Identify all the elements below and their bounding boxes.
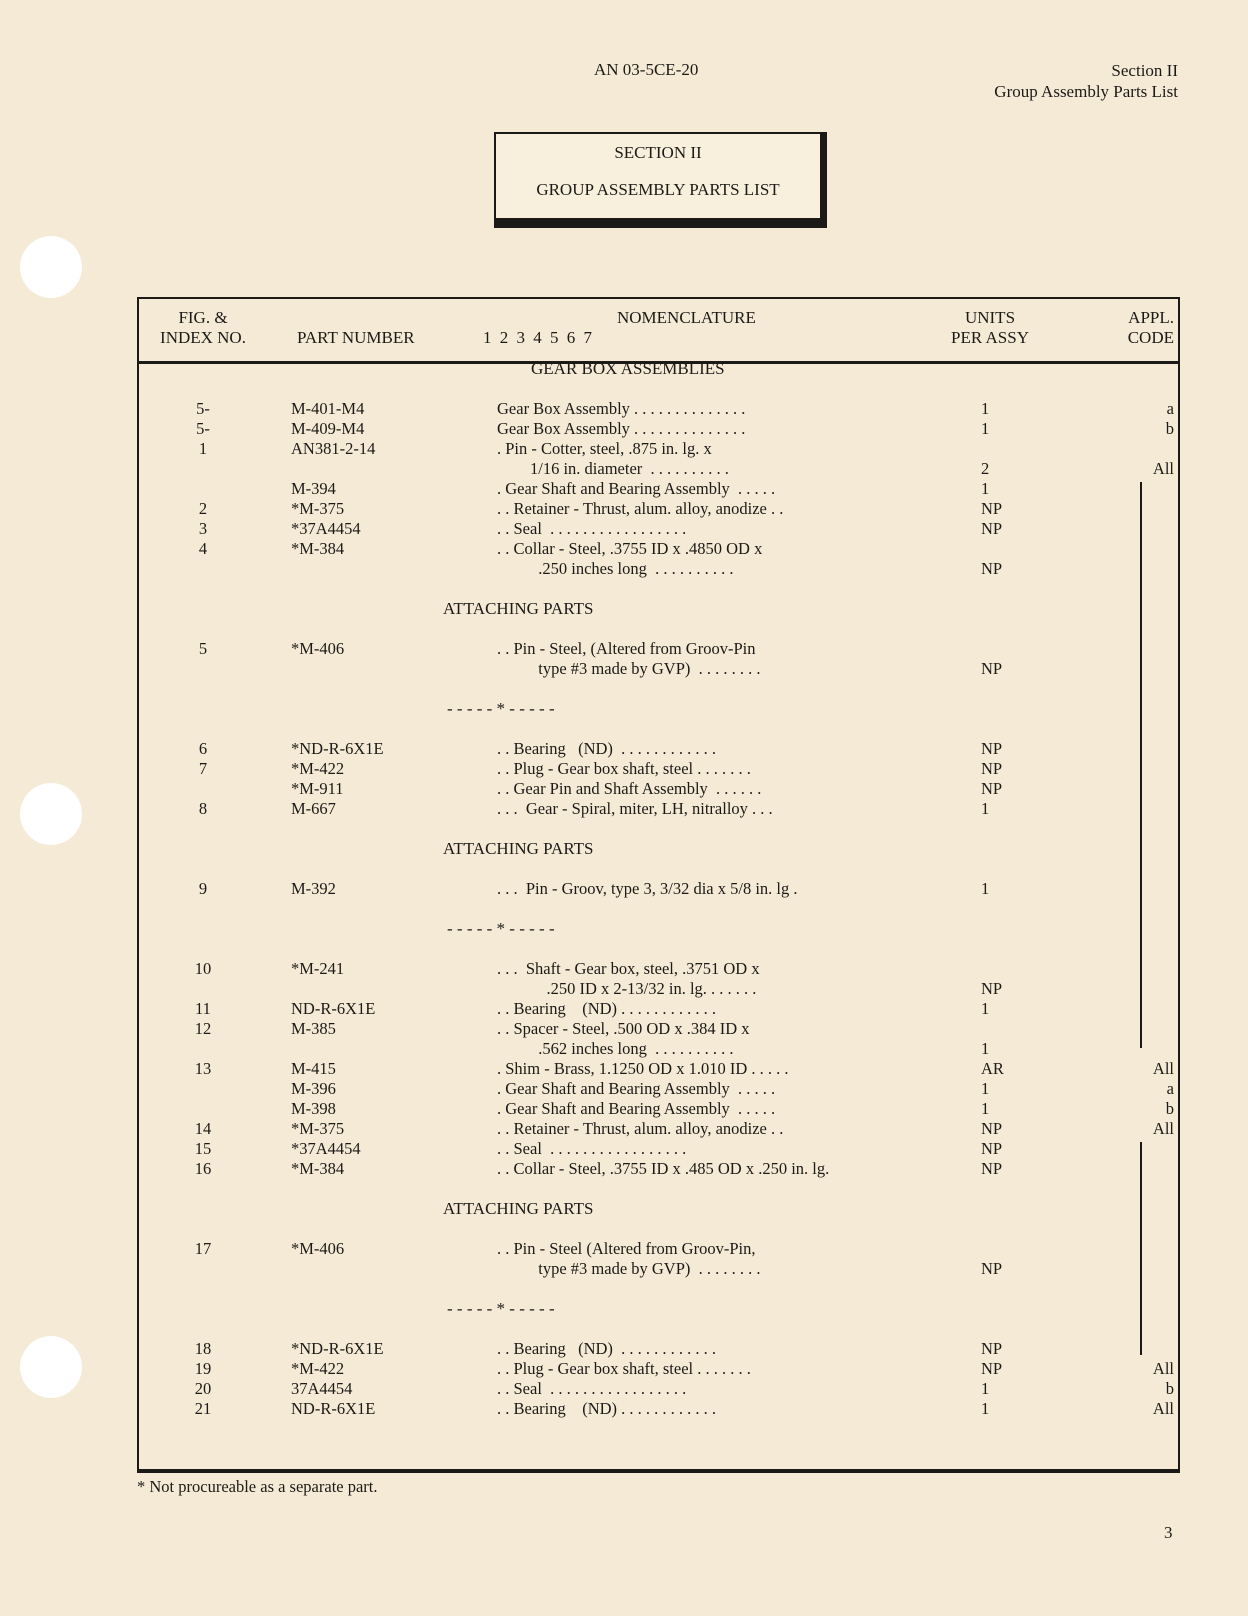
- table-row: [139, 419, 1178, 439]
- nomenclature: . . Plug - Gear box shaft, steel . . . . . . .: [497, 1359, 751, 1378]
- appl-code: All: [1152, 1399, 1174, 1418]
- units-per-assy: NP: [981, 1259, 1003, 1278]
- part-number: *ND-R-6X1E: [291, 1339, 384, 1358]
- units-per-assy: NP: [981, 559, 1003, 578]
- part-number: *ND-R-6X1E: [291, 739, 384, 758]
- table-row: [139, 639, 1178, 659]
- nomenclature: 1/16 in. diameter . . . . . . . . . .: [497, 459, 729, 478]
- nomenclature: Gear Box Assembly . . . . . . . . . . . . . .: [497, 419, 746, 438]
- nomenclature: . . Bearing (ND) . . . . . . . . . . . .: [497, 999, 717, 1018]
- table-row: [139, 1039, 1178, 1059]
- table-row: [139, 1059, 1178, 1079]
- applicability-continuation-bar: [1140, 1142, 1142, 1355]
- index-no: 2: [198, 499, 208, 518]
- units-per-assy: 1: [981, 1379, 990, 1398]
- units-per-assy: 1: [981, 1039, 990, 1058]
- index-no: 8: [198, 799, 208, 818]
- separator: - - - - - * - - - - -: [447, 1299, 555, 1318]
- header-nomenclature: NOMENCLATURE: [617, 308, 756, 327]
- part-number: ND-R-6X1E: [291, 1399, 376, 1418]
- index-no: 5-: [196, 399, 210, 418]
- table-row: [139, 659, 1178, 679]
- units-per-assy: NP: [981, 519, 1003, 538]
- part-number: M-385: [291, 1019, 336, 1038]
- table-row: [139, 1379, 1178, 1399]
- attaching-parts-label: ATTACHING PARTS: [443, 1199, 594, 1218]
- nomenclature: . . Pin - Steel, (Altered from Groov-Pin: [497, 639, 756, 658]
- units-per-assy: 2: [981, 459, 990, 478]
- part-number: *M-384: [291, 1159, 345, 1178]
- doc-number: AN 03-5CE-20: [594, 60, 699, 79]
- units-per-assy: 1: [981, 1099, 990, 1118]
- index-no: 5: [198, 639, 208, 658]
- units-per-assy: NP: [981, 739, 1003, 758]
- units-per-assy: NP: [981, 1119, 1003, 1138]
- index-no: 10: [194, 959, 212, 978]
- nomenclature: . . Collar - Steel, .3755 ID x .485 OD x .250 in. lg.: [497, 1159, 830, 1178]
- part-number: 37A4454: [291, 1379, 353, 1398]
- page-number: 3: [1164, 1523, 1173, 1542]
- appl-code: b: [1165, 419, 1174, 438]
- table-row: [139, 499, 1178, 519]
- table-row: [139, 1359, 1178, 1379]
- nomenclature: Gear Box Assembly . . . . . . . . . . . . . .: [497, 399, 746, 418]
- units-per-assy: NP: [981, 779, 1003, 798]
- nomenclature: . . Retainer - Thrust, alum. alloy, anodize . .: [497, 499, 784, 518]
- units-per-assy: NP: [981, 659, 1003, 678]
- part-number: M-398: [291, 1099, 336, 1118]
- index-no: 13: [194, 1059, 212, 1078]
- header-units-line1: UNITS: [964, 308, 1016, 327]
- table-row: [139, 1239, 1178, 1259]
- nomenclature: . . Bearing (ND) . . . . . . . . . . . .: [497, 1339, 717, 1358]
- nomenclature: type #3 made by GVP) . . . . . . . .: [497, 1259, 761, 1278]
- part-number: *M-406: [291, 1239, 345, 1258]
- appl-code: All: [1152, 1359, 1174, 1378]
- units-per-assy: NP: [981, 1159, 1003, 1178]
- index-no: 19: [194, 1359, 212, 1378]
- binder-hole-bottom: [20, 1336, 82, 1398]
- nomenclature: . . Spacer - Steel, .500 OD x .384 ID x: [497, 1019, 750, 1038]
- nomenclature: . . . Shaft - Gear box, steel, .3751 OD x: [497, 959, 760, 978]
- table-row: [139, 439, 1178, 459]
- header-units-line2: PER ASSY: [951, 328, 1029, 347]
- table-row: [139, 759, 1178, 779]
- part-number: M-415: [291, 1059, 336, 1078]
- running-header: [994, 60, 1178, 102]
- units-per-assy: 1: [981, 399, 990, 418]
- table-row: [139, 459, 1178, 479]
- table-row: [139, 1079, 1178, 1099]
- table-row: [139, 539, 1178, 559]
- header-fig-line2: INDEX NO.: [160, 328, 246, 347]
- group-title: GEAR BOX ASSEMBLIES: [531, 359, 725, 378]
- table-row: [139, 959, 1178, 979]
- table-row: [139, 979, 1178, 999]
- nomenclature: . Gear Shaft and Bearing Assembly . . . . .: [497, 1079, 776, 1098]
- part-number: AN381-2-14: [291, 439, 376, 458]
- section-box-line1: SECTION II: [614, 143, 702, 162]
- separator: - - - - - * - - - - -: [447, 699, 555, 718]
- part-number: ND-R-6X1E: [291, 999, 376, 1018]
- nomenclature: . . Seal . . . . . . . . . . . . . . . . .: [497, 1139, 687, 1158]
- part-number: *M-406: [291, 639, 345, 658]
- table-header: [139, 299, 1178, 364]
- nomenclature: . Shim - Brass, 1.1250 OD x 1.010 ID . . . . .: [497, 1059, 789, 1078]
- units-per-assy: NP: [981, 1359, 1003, 1378]
- nomenclature: . . Plug - Gear box shaft, steel . . . . . . .: [497, 759, 751, 778]
- units-per-assy: NP: [981, 1139, 1003, 1158]
- appl-code: b: [1165, 1379, 1174, 1398]
- units-per-assy: NP: [981, 979, 1003, 998]
- part-number: M-396: [291, 1079, 336, 1098]
- index-no: 6: [198, 739, 208, 758]
- part-number: *M-384: [291, 539, 345, 558]
- nomenclature: . . . Gear - Spiral, miter, LH, nitralloy . . .: [497, 799, 773, 818]
- table-row: [139, 1399, 1178, 1419]
- nomenclature: . . Pin - Steel (Altered from Groov-Pin,: [497, 1239, 756, 1258]
- units-per-assy: 1: [981, 799, 990, 818]
- index-no: 5-: [196, 419, 210, 438]
- index-no: 7: [198, 759, 208, 778]
- units-per-assy: 1: [981, 419, 990, 438]
- header-appl-line2: CODE: [1127, 328, 1174, 347]
- part-number: M-392: [291, 879, 336, 898]
- nomenclature: . . Seal . . . . . . . . . . . . . . . . .: [497, 1379, 687, 1398]
- table-row: [139, 1339, 1178, 1359]
- part-number: M-667: [291, 799, 336, 818]
- table-row: [139, 799, 1178, 819]
- section-label: Section II: [1111, 61, 1178, 80]
- units-per-assy: 1: [981, 1079, 990, 1098]
- units-per-assy: NP: [981, 1339, 1003, 1358]
- nomenclature: . Gear Shaft and Bearing Assembly . . . . .: [497, 1099, 776, 1118]
- units-per-assy: AR: [981, 1059, 1004, 1078]
- units-per-assy: NP: [981, 499, 1003, 518]
- units-per-assy: NP: [981, 759, 1003, 778]
- nomenclature: .250 ID x 2-13/32 in. lg. . . . . . .: [497, 979, 757, 998]
- table-row: [139, 399, 1178, 419]
- table-row: [139, 1099, 1178, 1119]
- section-box-line2: GROUP ASSEMBLY PARTS LIST: [536, 180, 780, 199]
- attaching-parts-label: ATTACHING PARTS: [443, 599, 594, 618]
- table-row: [139, 559, 1178, 579]
- separator: - - - - - * - - - - -: [447, 919, 555, 938]
- units-per-assy: 1: [981, 999, 990, 1018]
- header-units: [931, 308, 1049, 348]
- part-number: *M-375: [291, 499, 345, 518]
- table-row: [139, 1259, 1178, 1279]
- nomenclature: type #3 made by GVP) . . . . . . . .: [497, 659, 761, 678]
- section-title-box: [494, 132, 827, 228]
- nomenclature: . Pin - Cotter, steel, .875 in. lg. x: [497, 439, 712, 458]
- units-per-assy: 1: [981, 879, 990, 898]
- nomenclature: . . Retainer - Thrust, alum. alloy, anodize . .: [497, 1119, 784, 1138]
- section-title: Group Assembly Parts List: [994, 82, 1178, 101]
- binder-hole-top: [20, 236, 82, 298]
- header-appl-line1: APPL.: [1128, 308, 1174, 327]
- part-number: M-394: [291, 479, 336, 498]
- part-number: *M-422: [291, 1359, 345, 1378]
- units-per-assy: 1: [981, 1399, 990, 1418]
- nomenclature: . . Gear Pin and Shaft Assembly . . . . . .: [497, 779, 762, 798]
- table-row: [139, 479, 1178, 499]
- index-no: 11: [195, 999, 211, 1018]
- table-row: [139, 1019, 1178, 1039]
- table-row: [139, 739, 1178, 759]
- index-no: 9: [198, 879, 208, 898]
- table-row: [139, 1159, 1178, 1179]
- index-no: 20: [194, 1379, 212, 1398]
- header-fig-line1: FIG. &: [178, 308, 228, 327]
- appl-code: b: [1165, 1099, 1174, 1118]
- part-number: M-409-M4: [291, 419, 365, 438]
- part-number: *M-422: [291, 759, 345, 778]
- nomenclature: . . Seal . . . . . . . . . . . . . . . . .: [497, 519, 687, 538]
- part-number: *37A4454: [291, 1139, 361, 1158]
- appl-code: a: [1166, 399, 1174, 418]
- table-row: [139, 1119, 1178, 1139]
- nomenclature: . Gear Shaft and Bearing Assembly . . . . .: [497, 479, 776, 498]
- table-row: [139, 879, 1178, 899]
- nomenclature: .562 inches long . . . . . . . . . .: [497, 1039, 734, 1058]
- table-row: [139, 519, 1178, 539]
- table-row: [139, 1139, 1178, 1159]
- index-no: 4: [198, 539, 208, 558]
- table-row: [139, 999, 1178, 1019]
- index-no: 17: [194, 1239, 212, 1258]
- index-no: 18: [194, 1339, 212, 1358]
- header-appl-code: [1128, 308, 1174, 348]
- header-fig-index: [139, 308, 267, 348]
- part-number: *37A4454: [291, 519, 361, 538]
- table-row: [139, 779, 1178, 799]
- nomenclature: . . Bearing (ND) . . . . . . . . . . . .: [497, 1399, 717, 1418]
- parts-list-table: [137, 297, 1180, 1473]
- appl-code: All: [1152, 1059, 1174, 1078]
- index-no: 3: [198, 519, 208, 538]
- part-number: *M-241: [291, 959, 345, 978]
- header-part-number: PART NUMBER: [297, 328, 415, 347]
- appl-code: a: [1166, 1079, 1174, 1098]
- appl-code: All: [1152, 1119, 1174, 1138]
- index-no: 16: [194, 1159, 212, 1178]
- binder-hole-middle: [20, 783, 82, 845]
- nomenclature: . . Bearing (ND) . . . . . . . . . . . .: [497, 739, 717, 758]
- applicability-continuation-bar: [1140, 482, 1142, 1048]
- units-per-assy: 1: [981, 479, 990, 498]
- part-number: *M-375: [291, 1119, 345, 1138]
- index-no: 21: [194, 1399, 212, 1418]
- part-number: M-401-M4: [291, 399, 365, 418]
- appl-code: All: [1152, 459, 1174, 478]
- attaching-parts-label: ATTACHING PARTS: [443, 839, 594, 858]
- header-indent-levels: 1 2 3 4 5 6 7: [483, 328, 592, 347]
- part-number: *M-911: [291, 779, 344, 798]
- nomenclature: . . Collar - Steel, .3755 ID x .4850 OD x: [497, 539, 763, 558]
- index-no: 12: [194, 1019, 212, 1038]
- nomenclature: .250 inches long . . . . . . . . . .: [497, 559, 734, 578]
- index-no: 1: [198, 439, 208, 458]
- nomenclature: . . . Pin - Groov, type 3, 3/32 dia x 5/8 in. lg .: [497, 879, 798, 898]
- index-no: 15: [194, 1139, 212, 1158]
- index-no: 14: [194, 1119, 212, 1138]
- footnote: * Not procureable as a separate part.: [137, 1477, 378, 1496]
